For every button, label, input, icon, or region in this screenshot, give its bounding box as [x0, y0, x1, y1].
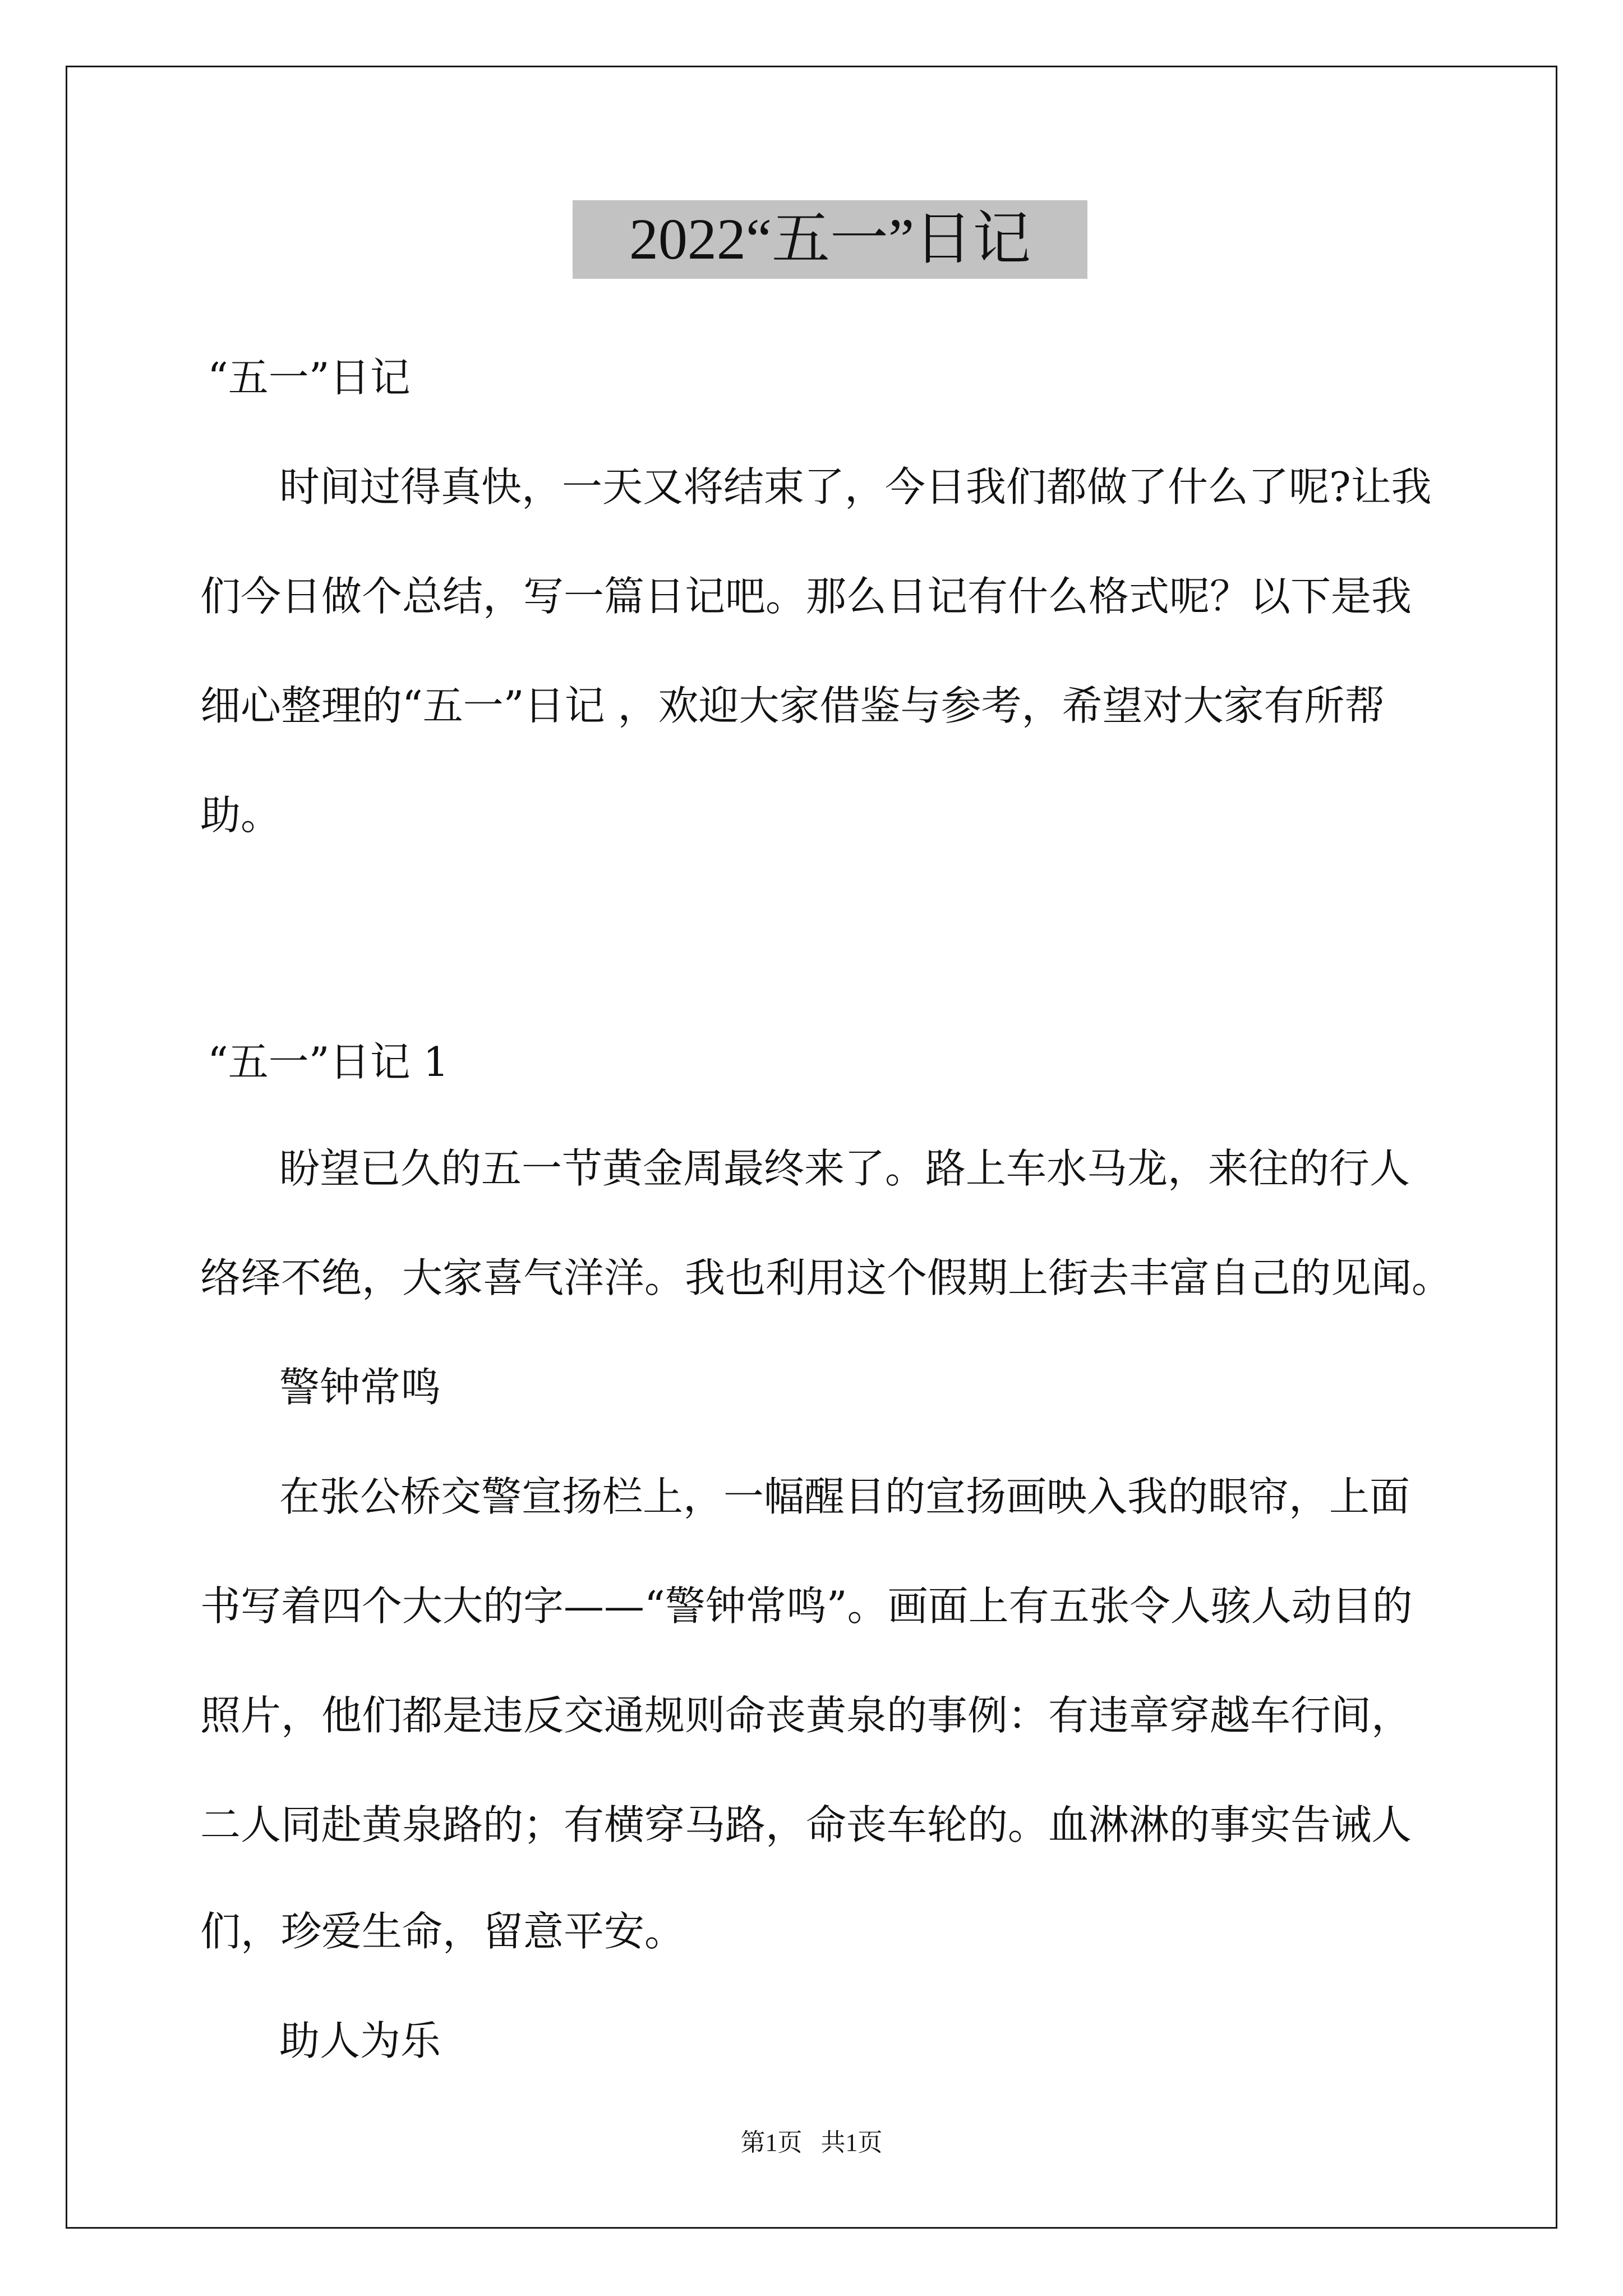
subheading: 警钟常鸣	[279, 1364, 441, 1411]
paragraph-line: 二人同赴黄泉路的；有横穿马路，命丧车轮的。血淋淋的事实告诫人	[200, 1801, 1412, 1848]
paragraph-line: 在张公桥交警宣扬栏上，一幅醒目的宣扬画映入我的眼帘，上面	[279, 1473, 1410, 1520]
intro-line: 助。	[200, 792, 282, 839]
document-title: 2022“五一”日记	[573, 200, 1087, 279]
intro-line: 细心整理的“五一”日记 ，欢迎大家借鉴与参考，希望对大家有所帮	[200, 682, 1385, 729]
paragraph-line: 照片，他们都是违反交通规则命丧黄泉的事例：有违章穿越车行间，	[200, 1692, 1412, 1739]
page-number-footer: 第1页 共1页	[740, 2129, 883, 2156]
paragraph-line: 络绎不绝，大家喜气洋洋。我也利用这个假期上街去丰富自己的见闻。	[200, 1254, 1453, 1301]
subheading: 助人为乐	[279, 2017, 441, 2064]
paragraph-line: 盼望已久的五一节黄金周最终来了。路上车水马龙，来往的行人	[279, 1145, 1410, 1192]
intro-line: 们今日做个总结，写一篇日记吧。那么日记有什么格式呢？以下是我	[200, 573, 1412, 620]
paragraph-line: 书写着四个大大的字——“警钟常鸣”。画面上有五张令人骇人动目的	[200, 1582, 1413, 1630]
paragraph-line: 们，珍爱生命，留意平安。	[200, 1908, 685, 1955]
document-subtitle: “五一”日记	[208, 354, 411, 401]
section-heading: “五一”日记 1	[208, 1038, 449, 1085]
intro-line: 时间过得真快，一天又将结束了，今日我们都做了什么了呢?让我	[279, 463, 1432, 510]
